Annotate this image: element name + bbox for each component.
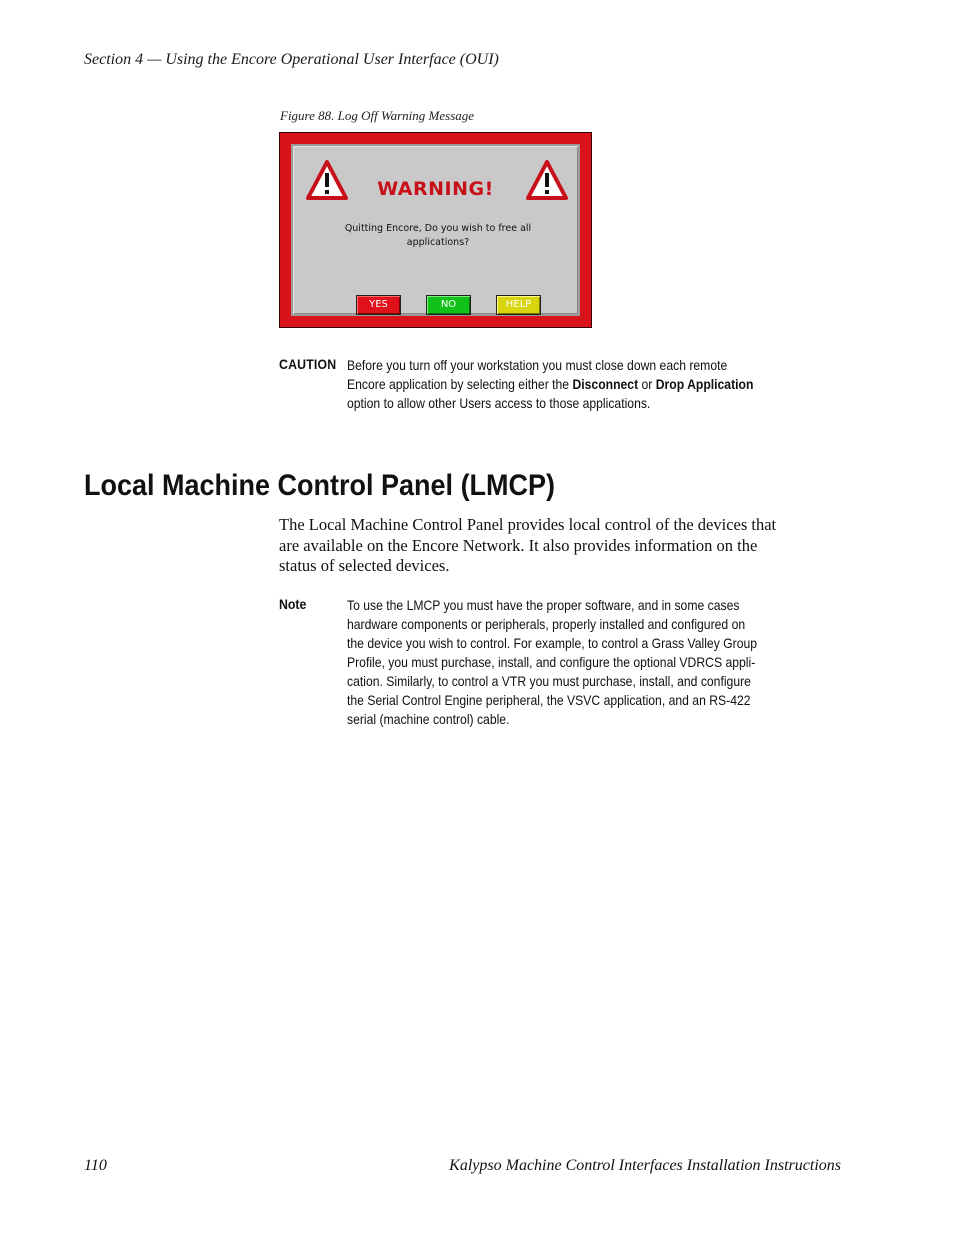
caution-text-segment: or (638, 376, 656, 392)
intro-line: The Local Machine Control Panel provides local control of the devices that (279, 515, 777, 534)
dialog-body (291, 144, 580, 316)
caution-text-segment: Encore application by selecting either the (347, 376, 573, 392)
log-off-warning-dialog (279, 132, 592, 328)
intro-paragraph (279, 515, 849, 577)
caution-line: Before you turn off your workstation you must close down each remote (347, 357, 728, 373)
caution-line: option to allow other Users access to those applications. (347, 395, 651, 411)
note-line: hardware components or peripherals, properly installed and configured on (347, 616, 746, 632)
note-label: Note (279, 596, 307, 612)
dialog-message-line: Quitting Encore, Do you wish to free all (344, 223, 532, 234)
running-header: Section 4 — Using the Encore Operational User Interface (OUI) (84, 51, 499, 68)
caution-text (347, 356, 799, 413)
note-line: serial (machine control) cable. (347, 711, 510, 727)
section-heading: Local Machine Control Panel (LMCP) (84, 469, 556, 502)
intro-line: are available on the Encore Network. It also provides information on the (279, 535, 758, 555)
yes-button[interactable]: YES (356, 295, 401, 315)
help-button[interactable]: HELP (496, 295, 541, 315)
note-line: the Serial Control Engine peripheral, the VSVC application, and an RS-422 (347, 692, 751, 708)
note-line: the device you wish to control. For example, to control a Grass Valley Group (347, 635, 758, 651)
note-line: cation. Similarly, to control a VTR you must purchase, install, and configure (347, 673, 751, 689)
dialog-title: WARNING! (377, 178, 494, 200)
note-line: Profile, you must purchase, install, and configure the optional VDRCS appli- (347, 654, 756, 670)
drop-application-term: Drop Application (655, 376, 754, 392)
note-text (347, 596, 757, 729)
intro-line: status of selected devices. (279, 556, 450, 575)
caution-line (347, 375, 799, 394)
dialog-message (333, 222, 543, 250)
no-button[interactable]: NO (426, 295, 471, 315)
running-footer: Kalypso Machine Control Interfaces Installation Instructions (449, 1157, 841, 1174)
note-line: To use the LMCP you must have the proper software, and in some cases (347, 597, 740, 613)
dialog-message-line: applications? (406, 237, 470, 248)
disconnect-term: Disconnect (572, 376, 639, 392)
caution-label: CAUTION (279, 356, 337, 372)
page-number: 110 (84, 1157, 107, 1174)
figure-caption: Figure 88. Log Off Warning Message (280, 108, 475, 123)
